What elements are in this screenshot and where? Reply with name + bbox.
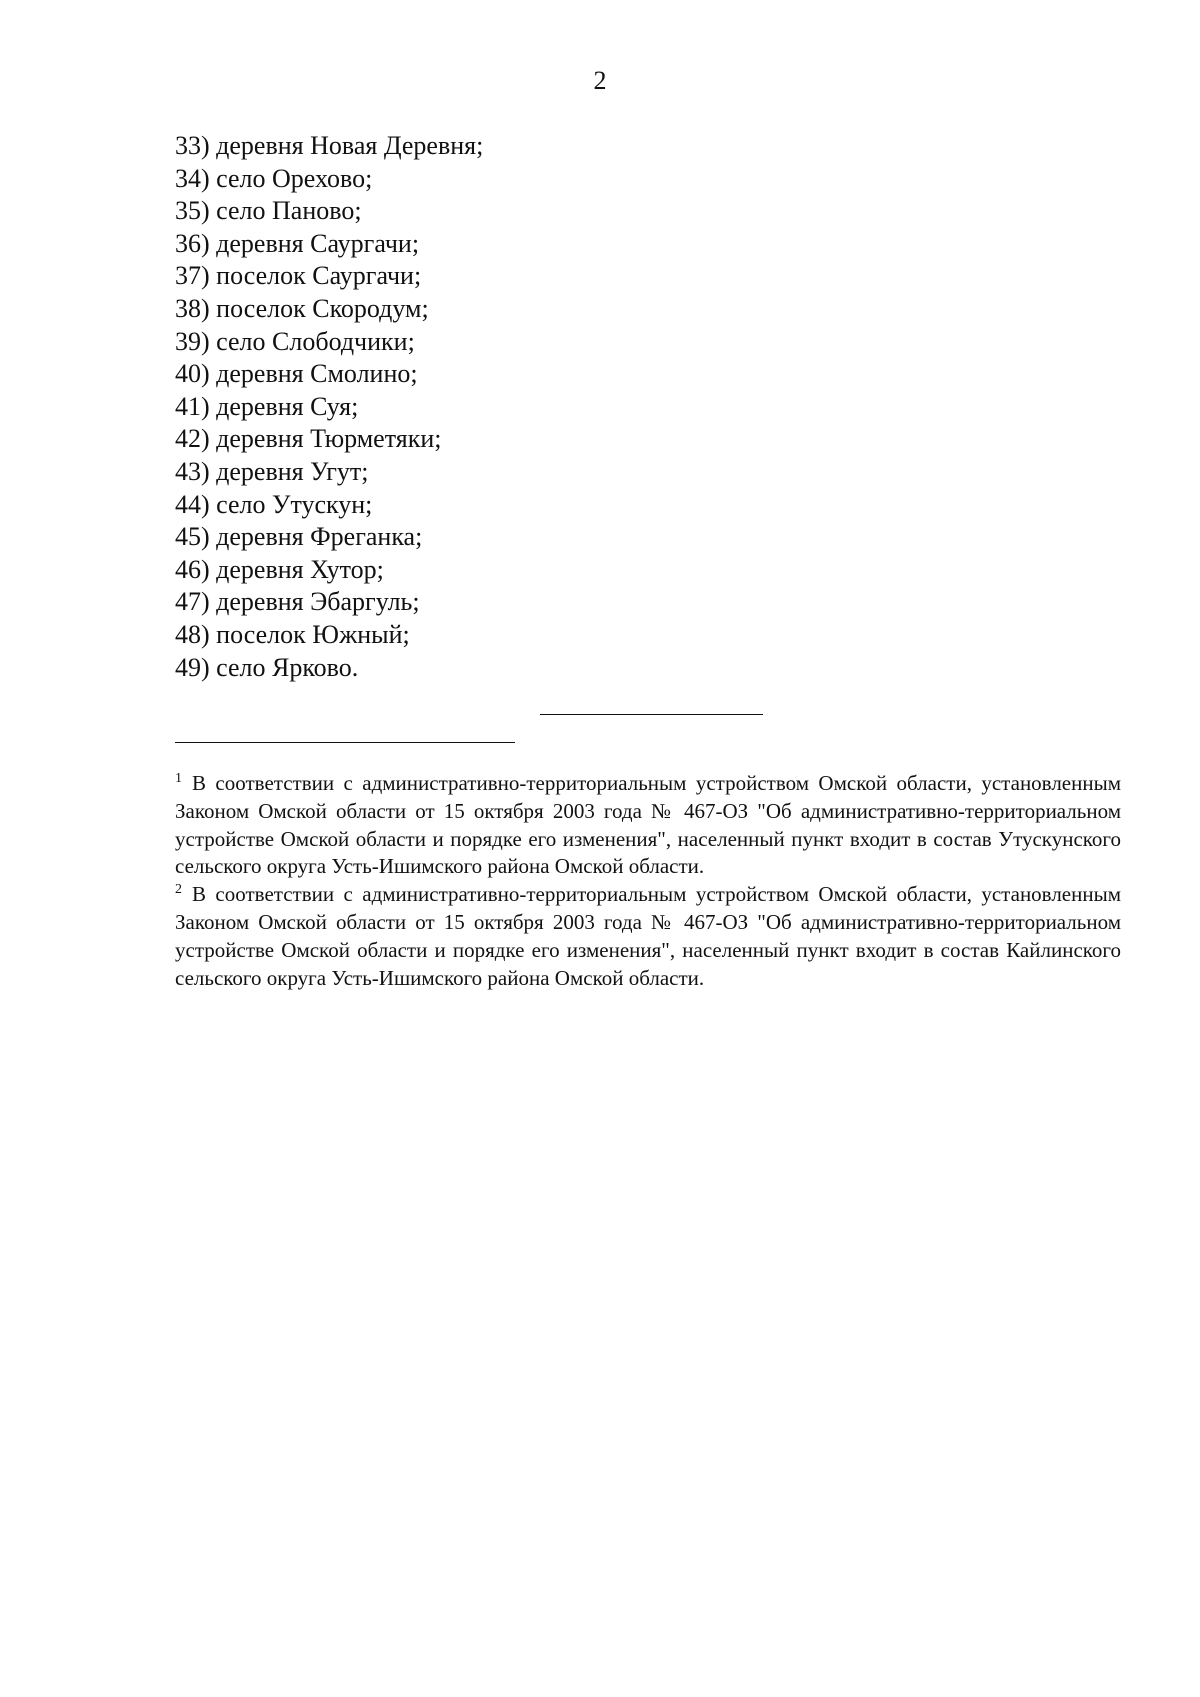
footnote-marker: 2 [175,882,182,898]
list-item: 39) село Слободчики; [175,326,415,356]
list-item: 47) деревня Эбаргуль; [175,587,420,617]
page-number: 2 [593,66,607,95]
end-of-list-divider [540,714,763,715]
list-item: 37) поселок Саургачи; [175,261,422,291]
list-item: 40) деревня Смолино; [175,359,418,389]
list-item: 48) поселок Южный; [175,619,410,649]
list-item: 46) деревня Хутор; [175,554,384,584]
list-item: 34) село Орехово; [175,163,373,193]
footnote-2 [175,881,1121,992]
list-item: 33) деревня Новая Деревня; [175,131,484,160]
footnote-separator [175,742,515,743]
footnote-marker: 1 [175,771,182,786]
list-item: 36) деревня Саургачи; [175,228,420,258]
footnote-text: В соответствии с административно-территориальным устройством Омской области, установленным Законом Омской области от 15 октября 2003 года № 467-ОЗ "Об административно-территориальном устройстве Омской области и порядке его изменения", населенный пункт входит в состав Кайлинского сельского округа Усть-Ишимского района Омской области. [175,882,1121,990]
list-item: 41) деревня Суя; [175,391,359,421]
list-item: 35) село Паново; [175,196,362,226]
footnote-text: В соответствии с административно-территориальным устройством Омской области, установленным Законом Омской области от 15 октября 2003 года № 467-ОЗ "Об административно-территориальном устройстве Омской области и порядке его изменения", населенный пункт входит в состав Утускунского сельского округа Усть-Ишимского района Омской области. [175,771,1121,879]
footnote-1 [175,770,1121,881]
footnotes [175,770,1121,992]
list-item: 44) село Утускун; [175,489,373,519]
list-item: 45) деревня Фреганка; [175,522,423,552]
list-item: 38) поселок Скородум; [175,293,429,323]
list-item: 43) деревня Угут; [175,456,369,486]
list-item: 42) деревня Тюрметяки; [175,424,442,454]
list-item: 49) село Ярково. [175,652,359,682]
settlement-list [175,130,483,684]
